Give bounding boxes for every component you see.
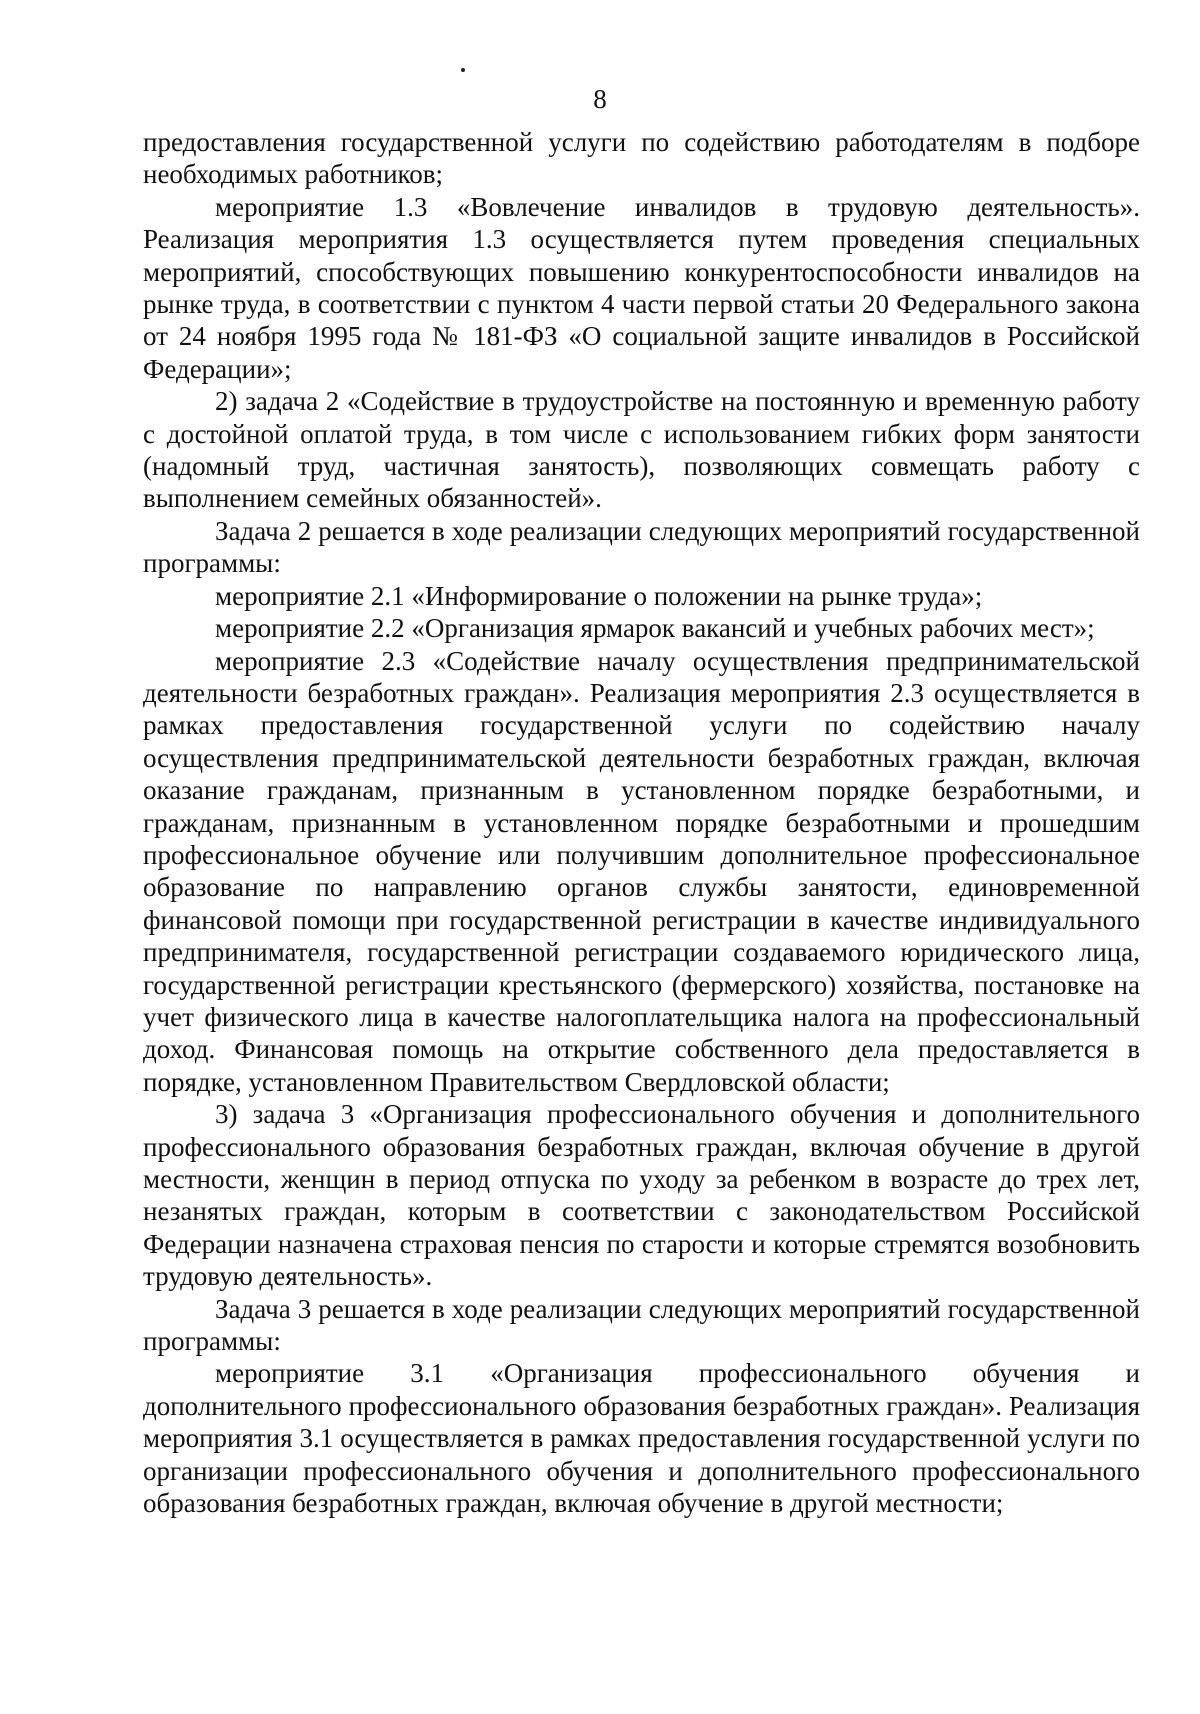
paragraph-measure-2-3: мероприятие 2.3 «Содействие началу осуществления предпринимательской деятельности безработных граждан». Реализация мероприятия 2.3 осуществляется в рамках предоставления государственной услуги по содействию началу осуществления предпринимательской деятельности безработных граждан, включая оказание гражданам, признанным в установленном порядке безработными, и гражданам, признанным в установленном порядке безработными и прошедшим профессиональное обучение или получившим дополнительное профессиональное образование по направлению органов службы занятости, единовременной финансовой помощи при государственной регистрации в качестве индивидуального предпринимателя, государственной регистрации создаваемого юридического лица, государственной регистрации крестьянского (фермерского) хозяйства, постановке на учет физического лица в качестве налогоплательщика налога на профессиональный доход. Финансовая помощь на открытие собственного дела предоставляется в порядке, установленном Правительством Свердловской области; <box>143 645 1140 1097</box>
paragraph-service-continuation: предоставления государственной услуги по содействию работодателям в подборе необходимых работников; <box>143 127 1140 190</box>
paragraph-measure-1-3: мероприятие 1.3 «Вовлечение инвалидов в трудовую деятельность». Реализация мероприятия 1.3 осуществляется путем проведения специальных мероприятий, способствующих повышению конкурентоспособности инвалидов на рынке труда, в соответствии с пунктом 4 части первой статьи 20 Федерального закона от 24 ноября 1995 года № 181-ФЗ «О социальной защите инвалидов в Российской Федерации»; <box>143 191 1140 384</box>
paragraph-task-2: 2) задача 2 «Содействие в трудоустройстве на постоянную и временную работу с достойной оплатой труда, в том числе с использованием гибких форм занятости (надомный труд, частичная занятость), позволяющих совмещать работу с выполнением семейных обязанностей». <box>143 386 1140 514</box>
paragraph-task-3-solved: Задача 3 решается в ходе реализации следующих мероприятий государственной программы: <box>143 1293 1140 1357</box>
paragraph-measure-3-1: мероприятие 3.1 «Организация профессионального обучения и дополнительного профессионального образования безработных граждан». Реализация мероприятия 3.1 осуществляется в рамках предоставления государственной услуги по организации профессионального обучения и дополнительного профессионального образования безработных граждан, включая обучение в другой местности; <box>143 1358 1140 1519</box>
document-body <box>143 126 1140 1519</box>
page-number: 8 <box>593 84 607 114</box>
paragraph-measure-2-1: мероприятие 2.1 «Информирование о положении на рынке труда»; <box>215 580 983 611</box>
scan-speck <box>461 68 465 72</box>
paragraph-task-3: 3) задача 3 «Организация профессионального обучения и дополнительного профессионального образования безработных граждан, включая обучение в другой местности, женщин в период отпуска по уходу за ребенком в возрасте до трех лет, незанятых граждан, которым в соответствии с законодательством Российской Федерации назначена страховая пенсия по старости и которые стремятся возобновить трудовую деятельность». <box>143 1099 1140 1292</box>
paragraph-task-2-solved: Задача 2 решается в ходе реализации следующих мероприятий государственной программы: <box>143 515 1140 579</box>
paragraph-measure-2-2: мероприятие 2.2 «Организация ярмарок вакансий и учебных рабочих мест»; <box>215 613 1095 644</box>
